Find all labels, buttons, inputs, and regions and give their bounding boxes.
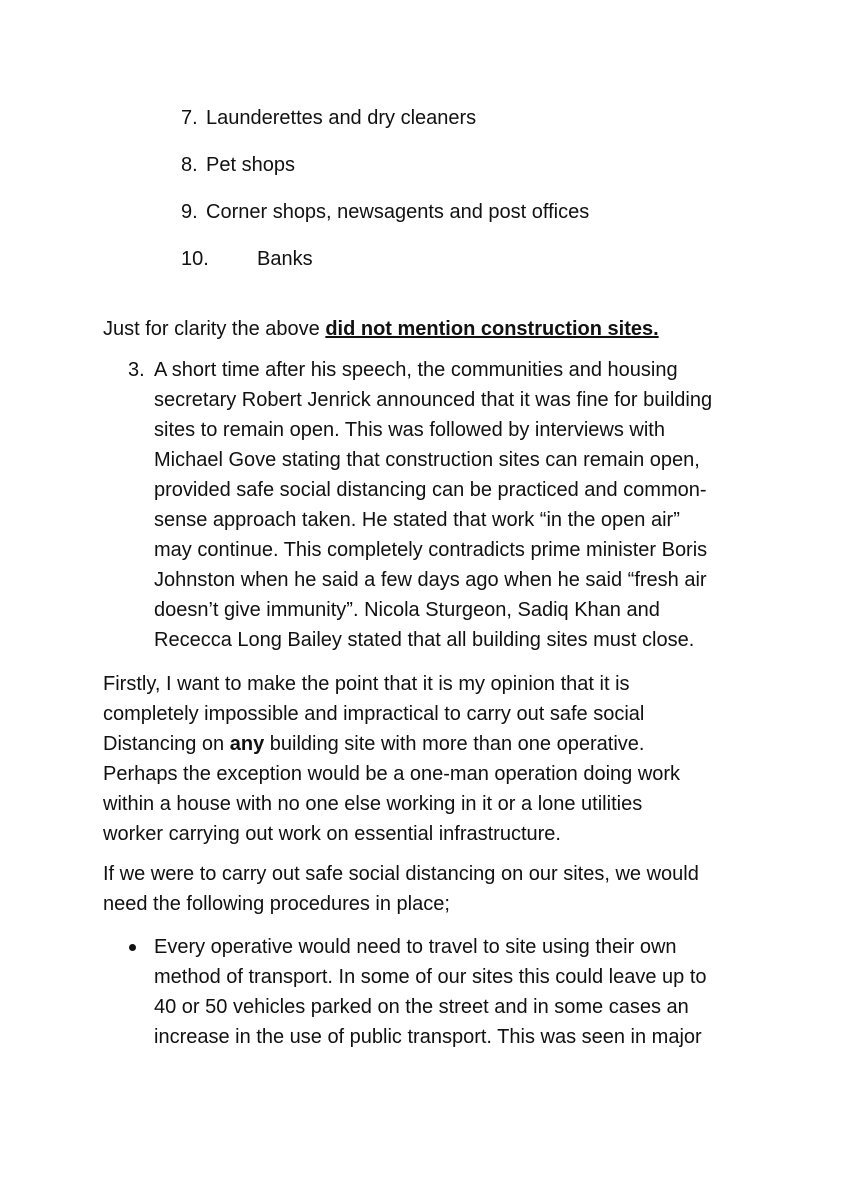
list-number: 7.	[181, 107, 198, 129]
firstly-line: completely impossible and impractical to carry out safe social	[103, 703, 645, 725]
point3-line: Rececca Long Bailey stated that all building sites must close.	[154, 629, 695, 651]
clarity-emphasis: did not mention construction sites.	[325, 318, 659, 340]
point-number: 3.	[128, 359, 145, 381]
point3-line: A short time after his speech, the communities and housing	[154, 359, 678, 381]
list-item: Pet shops	[206, 154, 295, 176]
point3-line: Michael Gove stating that construction sites can remain open,	[154, 449, 700, 471]
firstly-text: Distancing on	[103, 733, 230, 755]
ifwe-line: If we were to carry out safe social distancing on our sites, we would	[103, 863, 699, 885]
list-item: Launderettes and dry cleaners	[206, 107, 477, 129]
bullet-line: Every operative would need to travel to site using their own	[154, 936, 677, 958]
bullet-icon	[129, 944, 136, 951]
firstly-line: within a house with no one else working in it or a lone utilities	[103, 793, 643, 815]
firstly-line: Perhaps the exception would be a one-man operation doing work	[103, 763, 681, 785]
list-item: Banks	[257, 248, 313, 270]
bullet-line: method of transport. In some of our sites this could leave up to	[154, 966, 707, 988]
list-item: Corner shops, newsagents and post offices	[206, 201, 590, 223]
bullet-line: increase in the use of public transport. This was seen in major	[154, 1026, 702, 1048]
firstly-line: Firstly, I want to make the point that it is my opinion that it is	[103, 673, 630, 695]
point3-line: doesn’t give immunity”. Nicola Sturgeon, Sadiq Khan and	[154, 599, 660, 621]
list-number: 9.	[181, 201, 198, 223]
firstly-text: building site with more than one operative.	[264, 733, 645, 755]
firstly-line: worker carrying out work on essential infrastructure.	[103, 823, 561, 845]
list-number: 8.	[181, 154, 198, 176]
firstly-emphasis: any	[229, 733, 265, 755]
list-number: 10.	[181, 248, 209, 270]
bullet-line: 40 or 50 vehicles parked on the street and in some cases an	[154, 996, 689, 1018]
point3-line: sites to remain open. This was followed by interviews with	[154, 419, 665, 441]
point3-line: secretary Robert Jenrick announced that it was fine for building	[154, 389, 713, 411]
ifwe-line: need the following procedures in place;	[103, 893, 450, 915]
point3-line: Johnston when he said a few days ago when he said “fresh air	[154, 569, 707, 591]
point3-line: sense approach taken. He stated that work “in the open air”	[154, 509, 680, 531]
point3-line: may continue. This completely contradicts prime minister Boris	[154, 539, 708, 561]
firstly-line	[103, 731, 644, 757]
clarity-text: Just for clarity the above	[103, 318, 326, 340]
clarity-paragraph	[103, 316, 659, 342]
point3-line: provided safe social distancing can be practiced and common-	[154, 479, 707, 501]
